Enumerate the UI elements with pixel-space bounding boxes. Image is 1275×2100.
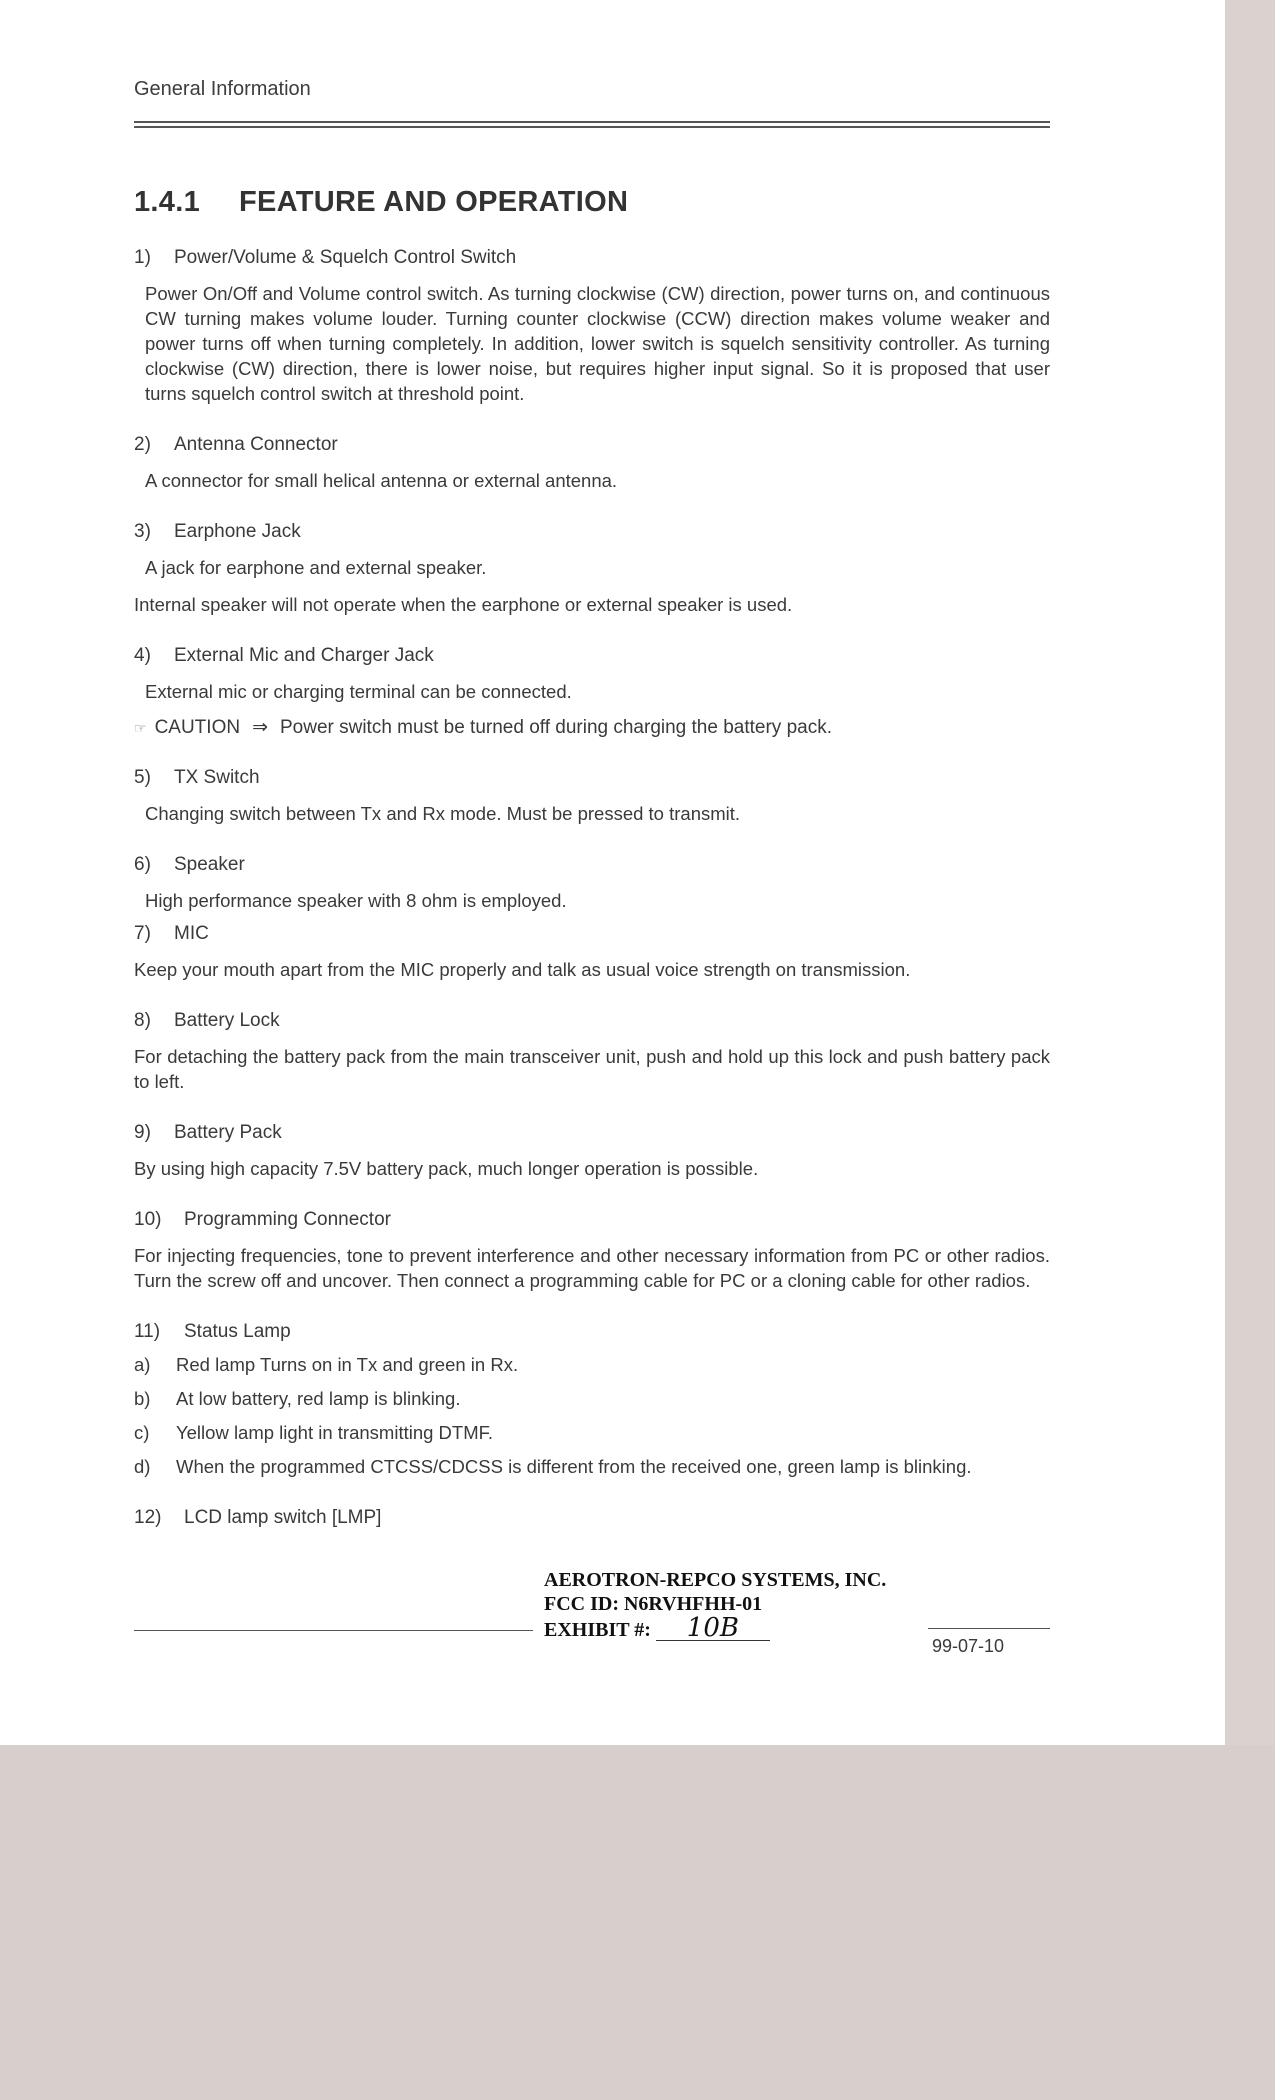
item-status-lamp	[134, 1321, 1050, 1479]
item-number: 11)	[134, 1321, 161, 1342]
item-title: Antenna Connector	[174, 434, 338, 455]
item-tx-switch	[134, 767, 1050, 826]
caution-note	[134, 716, 1050, 739]
item-antenna-connector	[134, 434, 1050, 493]
item-number: 10)	[134, 1209, 162, 1230]
stamp-exhibit-label: EXHIBIT #:	[544, 1619, 651, 1641]
item-description: A connector for small helical antenna or external antenna.	[145, 470, 618, 491]
section-heading: FEATURE AND OPERATION	[239, 186, 629, 218]
section-title	[134, 186, 1050, 219]
item-title: Battery Pack	[174, 1122, 282, 1143]
item-mic	[134, 923, 1050, 982]
item-lcd-lamp-switch	[134, 1507, 1050, 1529]
item-description: A jack for earphone and external speaker.	[145, 557, 487, 578]
item-number: 5)	[134, 767, 151, 788]
item-description: Keep your mouth apart from the MIC properly and talk as usual voice strength on transmission.	[134, 959, 911, 980]
item-title: Speaker	[174, 854, 245, 875]
item-power-volume	[134, 247, 1050, 406]
status-lamp-sub-a: a) Red lamp Turns on in Tx and green in Rx.	[134, 1354, 519, 1375]
item-title: Programming Connector	[184, 1209, 391, 1230]
item-title: Power/Volume & Squelch Control Switch	[174, 247, 517, 268]
item-description: By using high capacity 7.5V battery pack, much longer operation is possible.	[134, 1158, 759, 1179]
status-lamp-sub-d: d) When the programmed CTCSS/CDCSS is different from the received one, green lamp is blinking.	[134, 1456, 972, 1477]
item-title: Status Lamp	[184, 1321, 291, 1342]
item-mic-charger-jack	[134, 645, 1050, 739]
exhibit-stamp	[544, 1568, 886, 1642]
footer-rule-left	[134, 1630, 533, 1631]
item-note: Internal speaker will not operate when the earphone or external speaker is used.	[134, 594, 793, 615]
item-number: 8)	[134, 1010, 151, 1031]
item-description: Changing switch between Tx and Rx mode. Must be pressed to transmit.	[145, 803, 741, 824]
item-number: 12)	[134, 1507, 162, 1528]
item-number: 7)	[134, 923, 151, 944]
item-title: Earphone Jack	[174, 521, 301, 542]
item-number: 6)	[134, 854, 151, 875]
item-battery-lock	[134, 1010, 1050, 1094]
item-description: External mic or charging terminal can be connected.	[145, 681, 572, 702]
item-title: MIC	[174, 923, 209, 944]
item-battery-pack	[134, 1122, 1050, 1181]
status-lamp-sub-c: c) Yellow lamp light in transmitting DTMF.	[134, 1422, 494, 1443]
stamp-fcc-id: FCC ID: N6RVHFHH-01	[544, 1593, 763, 1615]
item-number: 4)	[134, 645, 151, 666]
section-number: 1.4.1	[134, 186, 200, 218]
status-lamp-sub-b: b) At low battery, red lamp is blinking.	[134, 1388, 461, 1409]
right-arrow-icon: ⇒	[252, 717, 268, 738]
item-speaker	[134, 854, 1050, 913]
stamp-company: AEROTRON-REPCO SYSTEMS, INC.	[544, 1569, 887, 1591]
item-number: 9)	[134, 1122, 151, 1143]
item-programming-connector	[134, 1209, 1050, 1293]
stamp-exhibit-value: 10B	[656, 1616, 770, 1641]
footer-date: 99-07-10	[932, 1636, 1005, 1656]
item-description: For injecting frequencies, tone to prevent interference and other necessary information from PC or other radios. Turn the screw off and uncover. Then connect a programming cable for PC or a cloning cable for other radios.	[134, 1245, 1050, 1291]
item-number: 3)	[134, 521, 151, 542]
item-description: Power On/Off and Volume control switch. As turning clockwise (CW) direction, power turns on, and continuous CW turning makes volume louder. Turning counter clockwise (CCW) direction makes volume weaker and power turns off when turning completely. In addition, lower switch is squelch sensitivity controller. As turning clockwise (CW) direction, there is lower noise, but requires higher input signal. So it is proposed that user turns squelch control switch at threshold point.	[145, 283, 1050, 404]
item-description: For detaching the battery pack from the main transceiver unit, push and hold up this lock and push battery pack to left.	[134, 1046, 1050, 1092]
caution-label: CAUTION	[154, 717, 241, 738]
item-title: External Mic and Charger Jack	[174, 645, 434, 666]
item-description: High performance speaker with 8 ohm is employed.	[145, 890, 567, 911]
caution-text: Power switch must be turned off during charging the battery pack.	[279, 717, 832, 738]
item-number: 1)	[134, 247, 151, 268]
scan-edge	[1225, 0, 1275, 1745]
item-number: 2)	[134, 434, 151, 455]
header-rule	[134, 121, 1050, 128]
page-content	[134, 78, 1050, 1529]
item-title: LCD lamp switch [LMP]	[184, 1507, 382, 1528]
item-title: Battery Lock	[174, 1010, 280, 1031]
running-header: General Information	[134, 78, 311, 100]
footer-rule-right	[928, 1628, 1050, 1629]
item-title: TX Switch	[174, 767, 260, 788]
item-earphone-jack	[134, 521, 1050, 617]
pointing-hand-icon: ☞	[134, 720, 147, 736]
